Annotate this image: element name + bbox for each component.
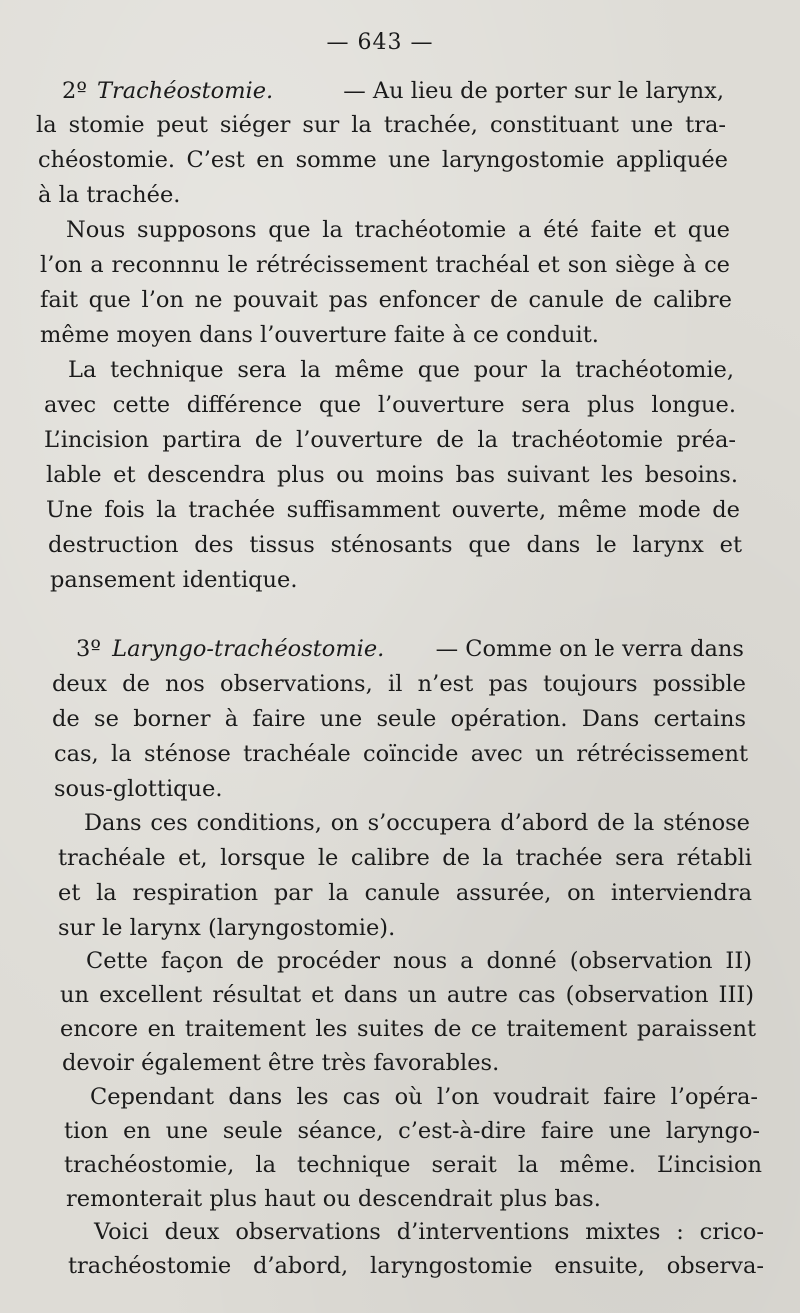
text-line: trachéostomie d’abord, laryngostomie ensuite, observa- bbox=[68, 1253, 764, 1279]
text-line: pansement identique. bbox=[50, 567, 298, 593]
page-number: — 643 — bbox=[326, 30, 434, 55]
text-line: Nous supposons que la trachéotomie a été faite et que bbox=[66, 217, 730, 243]
heading-number: 2º bbox=[62, 78, 87, 104]
text-line: et la respiration par la canule assurée, on interviendra bbox=[58, 880, 752, 906]
text-line: l’on a reconnnu le rétrécissement trachéal et son siège à ce bbox=[40, 252, 730, 278]
text-line: deux de nos observations, il n’est pas toujours possible bbox=[52, 671, 746, 697]
text-line: avec cette différence que l’ouverture sera plus longue. bbox=[44, 392, 736, 418]
text-line: Voici deux observations d’interventions mixtes : crico- bbox=[94, 1219, 764, 1245]
text-line: même moyen dans l’ouverture faite à ce conduit. bbox=[40, 322, 599, 348]
text-line: chéostomie. C’est en somme une laryngostomie appliquée bbox=[38, 147, 728, 173]
text-line: de se borner à faire une seule opération. Dans certains bbox=[52, 706, 746, 732]
text-line: fait que l’on ne pouvait pas enfoncer de canule de calibre bbox=[40, 287, 732, 313]
heading-rest: — Au lieu de porter sur le larynx, bbox=[343, 78, 724, 104]
heading-title: Laryngo-trachéostomie. bbox=[112, 636, 385, 662]
text-line: remonterait plus haut ou descendrait plus bas. bbox=[66, 1186, 601, 1212]
heading-number: 3º bbox=[76, 636, 101, 662]
text-line: la stomie peut siéger sur la trachée, constituant une tra- bbox=[36, 112, 726, 138]
text-line: Cette façon de procéder nous a donné (observation II) bbox=[86, 948, 752, 974]
text-line: Une fois la trachée suffisamment ouverte, même mode de bbox=[46, 497, 740, 523]
text-line: devoir également être très favorables. bbox=[62, 1050, 500, 1076]
text-line: Cependant dans les cas où l’on voudrait faire l’opéra- bbox=[90, 1084, 758, 1110]
text-line: La technique sera la même que pour la trachéotomie, bbox=[68, 357, 734, 383]
text-line: sur le larynx (laryngostomie). bbox=[58, 915, 396, 941]
text-line: cas, la sténose trachéale coïncide avec un rétrécissement bbox=[54, 741, 748, 767]
section-heading-trachеostomie bbox=[62, 74, 724, 108]
heading-rest: — Comme on le verra dans bbox=[435, 636, 744, 662]
text-line: un excellent résultat et dans un autre cas (observation III) bbox=[60, 982, 754, 1008]
text-line: sous-glottique. bbox=[54, 776, 223, 802]
text-line: destruction des tissus sténosants que dans le larynx et bbox=[48, 532, 742, 558]
text-line: lable et descendra plus ou moins bas suivant les besoins. bbox=[46, 462, 738, 488]
section-heading-laryngo-tracheostomie bbox=[76, 632, 744, 666]
text-line: trachéale et, lorsque le calibre de la trachée sera rétabli bbox=[58, 845, 752, 871]
text-line: L’incision partira de l’ouverture de la trachéotomie préa- bbox=[44, 427, 736, 453]
text-line: trachéostomie, la technique serait la même. L’incision bbox=[64, 1152, 762, 1178]
text-line: Dans ces conditions, on s’occupera d’abord de la sténose bbox=[84, 810, 750, 836]
heading-title: Trachéostomie. bbox=[96, 78, 274, 104]
text-line: tion en une seule séance, c’est-à-dire faire une laryngo- bbox=[64, 1118, 760, 1144]
text-line: encore en traitement les suites de ce traitement paraissent bbox=[60, 1016, 756, 1042]
text-line: à la trachée. bbox=[38, 182, 181, 208]
